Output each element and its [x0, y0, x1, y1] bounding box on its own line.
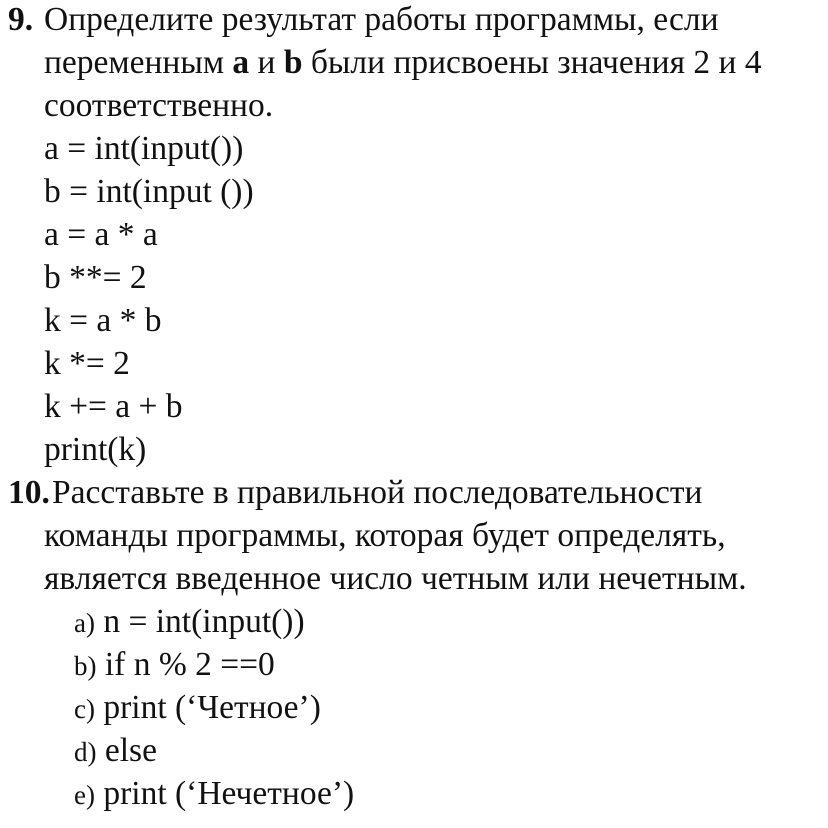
question-text: соответственно.	[44, 87, 274, 124]
code-line: k += a + b	[44, 388, 183, 425]
option-letter: b)	[74, 651, 97, 681]
option-e	[74, 772, 354, 817]
option-c	[74, 686, 321, 731]
option-code: else	[104, 732, 157, 769]
code-line: a = int(input())	[44, 130, 244, 167]
option-code: print (‘Нечетное’)	[103, 775, 355, 812]
question-text: является введенное число четным или нечетным.	[44, 560, 747, 597]
code-line: b = int(input ())	[44, 173, 254, 210]
option-code: if n % 2 ==0	[104, 646, 275, 683]
option-code: print (‘Четное’)	[103, 689, 321, 726]
option-code: n = int(input())	[103, 603, 305, 640]
code-line: k = a * b	[44, 302, 162, 339]
question-text: Определите результат работы программы, если	[44, 1, 719, 38]
text: и	[249, 44, 284, 81]
question-number: 10.	[8, 474, 50, 511]
option-letter: c)	[74, 694, 95, 724]
option-letter: d)	[74, 737, 97, 767]
option-letter: e)	[74, 780, 95, 810]
variable-b: b	[283, 44, 303, 81]
text: были присвоены значения 2 и 4	[302, 44, 762, 81]
code-line: print(k)	[44, 431, 147, 468]
question-number: 9.	[8, 1, 34, 38]
option-a	[74, 600, 305, 645]
option-b	[74, 643, 275, 688]
question-text: Расставьте в правильной последовательности	[52, 474, 703, 511]
option-letter: a)	[74, 608, 95, 638]
option-d	[74, 729, 157, 774]
question-text: команды программы, которая будет определять,	[44, 517, 726, 554]
text: переменным	[44, 44, 233, 81]
question-text	[44, 41, 762, 84]
variable-a: a	[232, 44, 250, 81]
code-line: b **= 2	[44, 259, 147, 296]
code-line: a = a * a	[44, 216, 158, 253]
code-line: k *= 2	[44, 345, 130, 382]
